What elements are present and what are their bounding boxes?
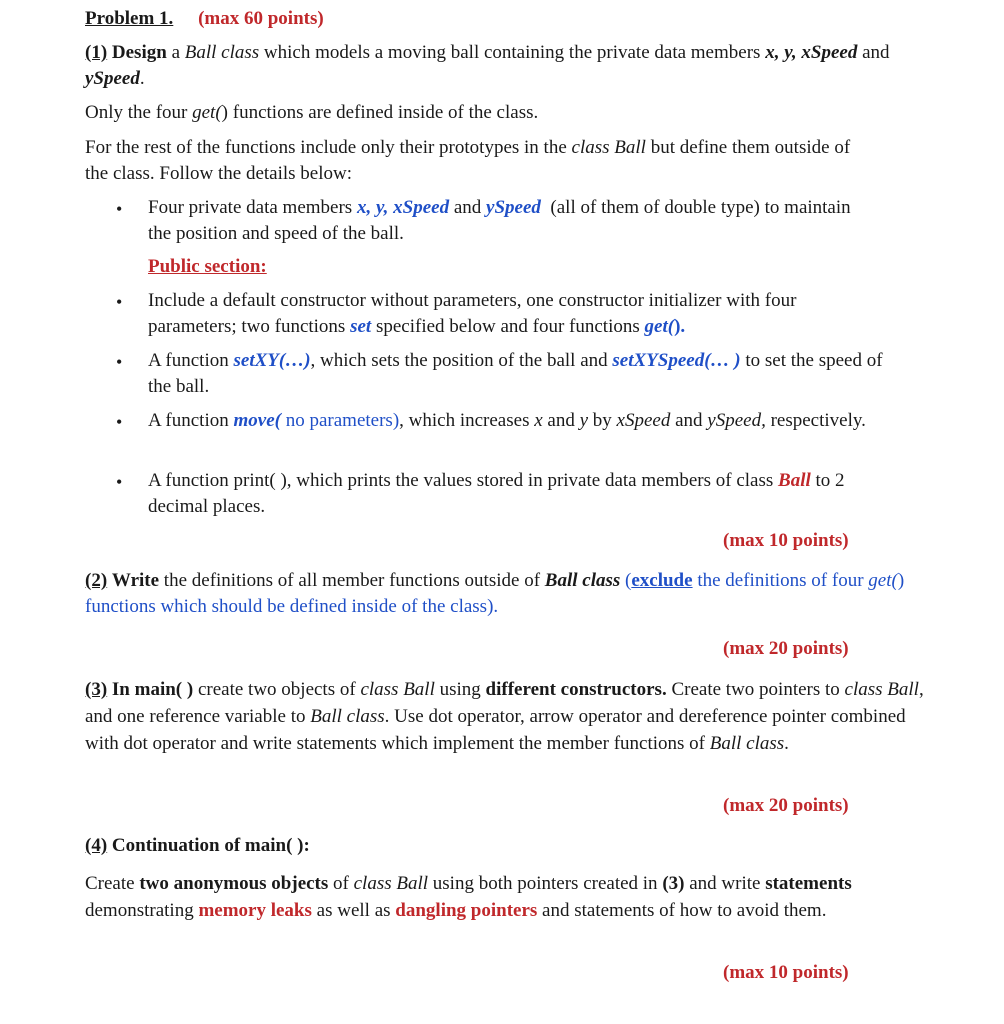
part2-text: the definitions of four — [697, 570, 864, 591]
bullet3-setxy: setXY(…) — [233, 350, 311, 371]
create-text: using both pointers created in — [432, 873, 658, 894]
points-part3: (max 20 points) — [723, 795, 849, 816]
part2-paragraph — [85, 568, 905, 620]
bullet-setxy — [148, 348, 908, 400]
bullet4-text: A function — [148, 410, 229, 431]
part2-number: (2) — [85, 570, 108, 591]
rest-functions-paragraph — [85, 135, 875, 187]
bullet4-text: by — [592, 410, 612, 431]
part4-title: Continuation of main( ): — [111, 835, 310, 856]
part1-xspeed: xSpeed — [801, 42, 858, 63]
bullet5-text: to 2 decimal places. — [148, 470, 845, 517]
bullet1-text: Four private data members — [148, 197, 353, 218]
part1-ball-class: Ball class — [184, 42, 260, 63]
problem-title: Problem 1. — [85, 8, 174, 29]
part3-text: . Use dot operator, arrow operator and dereference pointer combined with dot operator and write statements which implement the member functions of — [85, 706, 906, 754]
points-part2: (max 20 points) — [723, 638, 849, 659]
only-get: get( — [192, 102, 222, 123]
part1-yspeed: ySpeed — [85, 68, 140, 89]
create-memory-leaks: memory leaks — [198, 900, 312, 921]
create-statements: statements — [765, 873, 852, 894]
create-class-ball: class Ball — [353, 873, 429, 894]
part2-text: ( — [625, 570, 632, 591]
create-text: demonstrating — [85, 900, 194, 921]
part2-ball-class: Ball class — [544, 570, 621, 591]
bullet-dot: • — [116, 199, 123, 219]
part3-number: (3) — [85, 679, 108, 700]
bullet-dot: • — [116, 472, 123, 492]
bullet2-set: set — [350, 316, 372, 337]
bullet1-xspeed: xSpeed — [393, 197, 450, 218]
part3-text: Create two pointers to — [671, 679, 840, 700]
bullet1-xy: x, y, — [356, 197, 389, 218]
bullet-dot: • — [116, 292, 123, 312]
bullet-private-members — [148, 195, 868, 247]
part1-xy: x, y, — [765, 42, 797, 63]
bullet4-y: y — [579, 410, 589, 431]
only-four-get-paragraph — [85, 100, 930, 126]
bullet-move — [148, 408, 868, 434]
part3-paragraph — [85, 676, 925, 757]
bullet-print — [148, 468, 908, 520]
part3-class-ball: class Ball — [844, 679, 919, 700]
bullet4-text: , which increases — [399, 410, 530, 431]
only-text: Only the four — [85, 102, 188, 123]
create-three: (3) — [662, 873, 685, 894]
part4-number: (4) — [85, 835, 108, 856]
part1-design: Design — [111, 42, 167, 63]
public-section-heading: Public section: — [148, 256, 267, 277]
create-text: and write — [689, 873, 761, 894]
create-dangling-pointers: dangling pointers — [395, 900, 538, 921]
bullet3-text: , which sets the position of the ball and — [310, 350, 608, 371]
create-text: of — [333, 873, 349, 894]
part2-exclude: exclude — [631, 570, 693, 591]
part3-in-main: In main( ) — [111, 679, 194, 700]
problem-max-points: (max 60 points) — [198, 8, 324, 29]
bullet4-text: and — [547, 410, 575, 431]
part3-ball-class: Ball class — [310, 706, 385, 727]
bullet4-move: move( — [233, 410, 281, 431]
points-part4: (max 10 points) — [723, 962, 849, 983]
bullet4-yspeed: ySpeed, — [707, 410, 766, 431]
part4-heading — [85, 833, 930, 859]
bullet1-yspeed: ySpeed — [486, 197, 541, 218]
part2-text: ) functions which should be defined inside of the class). — [85, 570, 905, 617]
part2-write: Write — [111, 570, 160, 591]
part1-text: which models a moving ball containing the private data members — [263, 42, 761, 63]
part3-text: . — [784, 733, 789, 754]
bullet3-text: to set the speed of the ball. — [148, 350, 883, 397]
bullet4-text: and — [675, 410, 703, 431]
rest-class-ball: class Ball — [571, 137, 646, 158]
bullet-constructors — [148, 288, 888, 340]
part3-text: create two objects of — [197, 679, 356, 700]
bullet5-text: A function print( ), which prints the values stored in private data members of class — [148, 470, 774, 491]
bullet4-xspeed: xSpeed — [616, 410, 671, 431]
bullet2-text: Include a default constructor without parameters, one constructor initializer with four parameters; two functions — [148, 290, 797, 337]
part2-get: get( — [868, 570, 898, 591]
part3-text: , and one reference variable to — [85, 679, 924, 727]
bullet3-setxyspeed: setXYSpeed(… ) — [612, 350, 741, 371]
bullet2-text: specified below and four functions — [375, 316, 640, 337]
bullet1-text: and — [453, 197, 482, 218]
bullet5-ball: Ball — [778, 470, 811, 491]
part3-text: using — [439, 679, 481, 700]
only-text: ) functions are defined inside of the class. — [221, 102, 539, 123]
points-part1: (max 10 points) — [723, 530, 849, 551]
bullet4-noparams: no parameters) — [285, 410, 400, 431]
create-text: as well as — [316, 900, 391, 921]
part3-class-ball: class Ball — [360, 679, 435, 700]
bullet2-close: ). — [674, 316, 686, 337]
create-text: Create — [85, 873, 135, 894]
problem-header — [85, 6, 324, 32]
part1-text: . — [139, 68, 145, 89]
rest-text: but define them outside of the class. Follow the details below: — [85, 137, 851, 184]
bullet-dot: • — [116, 352, 123, 372]
part4-paragraph — [85, 870, 925, 924]
bullet4-x: x — [534, 410, 543, 431]
bullet-dot: • — [116, 412, 123, 432]
bullet3-text: A function — [148, 350, 229, 371]
create-text: and statements of how to avoid them. — [542, 900, 827, 921]
part3-ball-class: Ball class — [709, 733, 785, 754]
part2-text: the definitions of all member functions outside of — [163, 570, 541, 591]
part1-text: and — [862, 42, 890, 63]
part1-paragraph — [85, 40, 905, 92]
part1-number: (1) — [85, 42, 108, 63]
bullet4-text: respectively. — [770, 410, 866, 431]
part3-different-constructors: different constructors. — [485, 679, 667, 700]
create-anonymous: two anonymous objects — [139, 873, 329, 894]
part1-text: a — [171, 42, 180, 63]
rest-text: For the rest of the functions include only their prototypes in the — [85, 137, 567, 158]
bullet1-text: (all of them of double type) to maintain the position and speed of the ball. — [148, 197, 851, 244]
bullet2-get: get( — [644, 316, 675, 337]
